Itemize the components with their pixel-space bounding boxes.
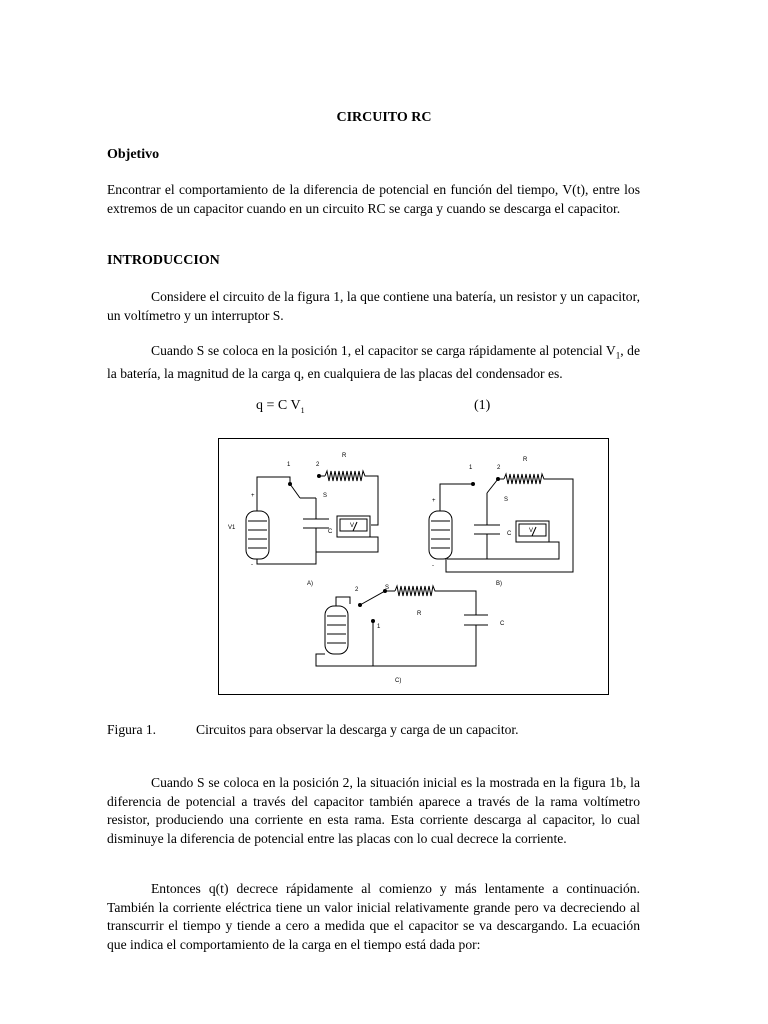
- page-title: CIRCUITO RC: [336, 110, 432, 125]
- label-pos2-c: 2: [355, 587, 359, 593]
- label-minus-a: -: [251, 562, 253, 568]
- label-panel-c: C): [395, 678, 402, 684]
- label-pos1-c: 1: [377, 624, 381, 630]
- label-minus-b: -: [432, 563, 434, 569]
- intro-heading: INTRODUCCION: [107, 253, 220, 268]
- label-s-b: S: [504, 497, 509, 503]
- caption-label: Figura 1.: [107, 722, 157, 737]
- label-r-b: R: [523, 457, 528, 463]
- body-paragraph-3: Cuando S se coloca en la posición 2, la situación inicial es la mostrada en la figura 1b, la diferencia de potencial a través del capacitor también aparece a través de la rama voltímetro resistor, produciendo una corriente en esta rama. Esta corriente descarga al capacitor, lo cual disminuye la diferencia de potencial entre las placas con lo cual decrece la corriente.: [107, 775, 640, 846]
- label-r-a: R: [342, 453, 347, 459]
- label-c-c: C: [500, 621, 505, 627]
- figure-1: [218, 438, 609, 695]
- label-v-a: V: [350, 523, 355, 529]
- label-pos1-b: 1: [469, 465, 473, 471]
- objetivo-heading: Objetivo: [107, 147, 160, 162]
- resistor-b: [504, 474, 549, 484]
- intro-paragraph-2: Cuando S se coloca en la posición 1, el capacitor se carga rápidamente al potencial $V_1$, de la batería, la magnitud de la carga q, en cualquiera de las placas del condensador es.: [107, 343, 640, 382]
- label-r-c: R: [417, 611, 422, 617]
- label-pos1-a: 1: [287, 462, 291, 468]
- switch-c: [360, 591, 385, 605]
- label-panel-b: B): [496, 581, 502, 587]
- battery-a: [246, 511, 269, 559]
- label-v-b: V: [529, 528, 534, 534]
- switch-b: [487, 479, 498, 493]
- circuit-diagram: [219, 439, 607, 693]
- label-v1-a: V1: [228, 525, 236, 531]
- battery-c: [325, 606, 348, 654]
- label-c-b: C: [507, 531, 512, 537]
- resistor-a: [325, 471, 369, 481]
- resistor-c: [395, 586, 439, 596]
- caption-text: Circuitos para observar la descarga y carga de un capacitor.: [196, 722, 519, 737]
- switch-a: [290, 484, 300, 498]
- label-s-c: S: [385, 585, 390, 591]
- equation-number: (1): [474, 398, 491, 413]
- label-panel-a: A): [307, 581, 313, 587]
- label-pos2-b: 2: [497, 465, 501, 471]
- label-s-a: S: [323, 493, 328, 499]
- battery-b: [429, 511, 452, 559]
- label-plus-a: +: [251, 493, 255, 499]
- label-c-a: C: [328, 529, 333, 535]
- label-plus-b: +: [432, 498, 436, 504]
- intro-paragraph-1: Considere el circuito de la figura 1, la que contiene una batería, un resistor y un capacitor, un voltímetro y un interruptor S.: [107, 289, 640, 323]
- figure-caption: [107, 722, 519, 738]
- equation-1: q = C $V_1$: [256, 398, 305, 415]
- objetivo-text: Encontrar el comportamiento de la diferencia de potencial en función del tiempo, V(t), entre los extremos de un capacitor cuando en un circuito RC se carga y cuando se descarga el capacitor.: [107, 182, 640, 216]
- body-paragraph-4: Entonces q(t) decrece rápidamente al comienzo y más lentamente a continuación. También la corriente eléctrica tiene un valor inicial relativamente grande pero va decreciendo al transcurrir el tiempo y tiende a cero a medida que el capacitor se va descargando. La ecuación que indica el comportamiento de la carga en el tiempo está dada por:: [107, 881, 640, 952]
- label-pos2-a: 2: [316, 462, 320, 468]
